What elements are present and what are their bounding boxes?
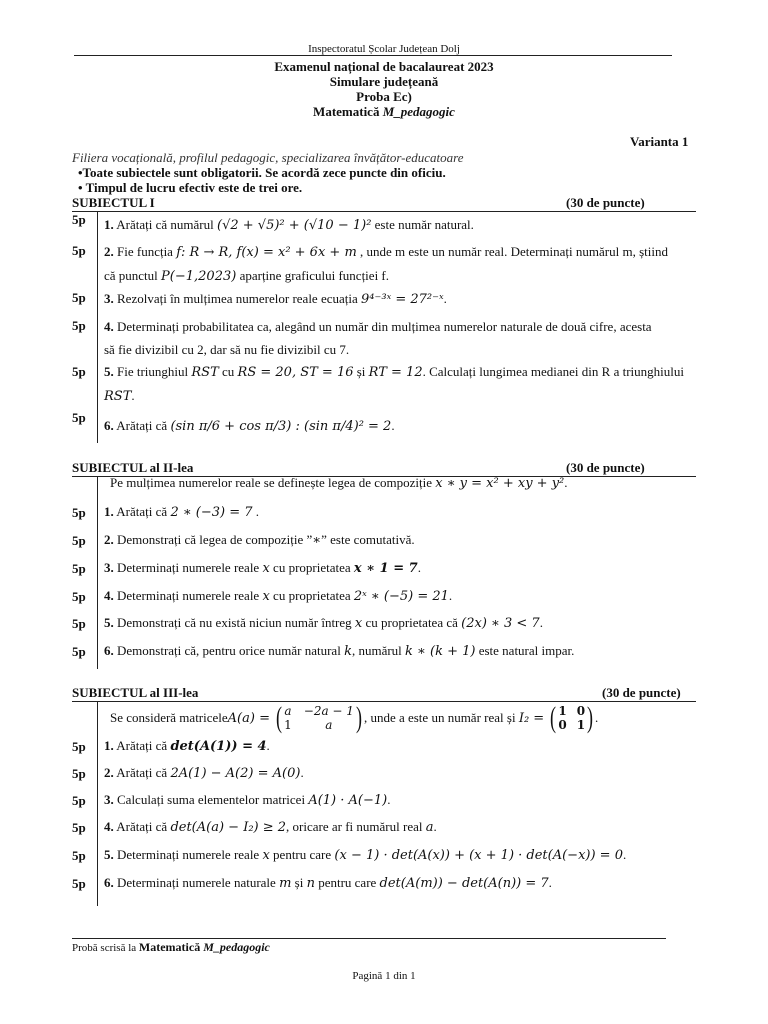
- section2-item5-points: 5p: [72, 616, 86, 631]
- section1-item1: [104, 213, 724, 237]
- item-text-c: și: [353, 364, 369, 379]
- matrix-A-cell: −2a − 1: [303, 704, 354, 718]
- section3-item4-points: 5p: [72, 820, 86, 835]
- section1-item4: [104, 315, 724, 361]
- item-number: 3.: [104, 792, 114, 807]
- item-text-b: , numărul: [351, 643, 406, 658]
- item-number: 1.: [104, 217, 114, 232]
- item-formula: (sin π/6 + cos π/3) : (sin π/4)² = 2: [170, 419, 392, 434]
- section1-item3: [104, 287, 724, 311]
- item-text: Calculați suma elementelor matricei: [117, 792, 309, 807]
- item-text-b: cu proprietatea că: [362, 615, 462, 630]
- item-number: 6.: [104, 418, 114, 433]
- section2-item1-points: 5p: [72, 505, 86, 520]
- item-text-b: cu: [218, 364, 238, 379]
- section2-item5: [104, 611, 724, 635]
- item-text-line2: că punctul: [104, 268, 162, 283]
- item-number: 5.: [104, 847, 114, 862]
- item-text-end: .: [387, 792, 391, 807]
- item-number: 3.: [104, 560, 114, 575]
- section1-item4-points: 5p: [72, 318, 86, 333]
- footer-subject-line: [72, 940, 270, 955]
- item-formula: RST: [191, 365, 219, 380]
- item-text-c: este natural impar.: [475, 643, 575, 658]
- item-number: 1.: [104, 738, 114, 753]
- preamble-end: .: [595, 710, 599, 725]
- footer-profile: M_pedagogic: [203, 940, 270, 954]
- item-text: Demonstrați că nu există niciun număr întreg: [117, 615, 355, 630]
- item-formula: x: [354, 616, 363, 631]
- section3-preamble: [110, 703, 598, 733]
- item-text-end: .: [391, 418, 395, 433]
- item-formula: x: [262, 561, 270, 576]
- section3-item2: [104, 761, 724, 785]
- item-formula-2: a: [425, 820, 434, 835]
- item-formula: det(A(1)) = 4: [170, 739, 267, 754]
- section2-item2: [104, 528, 724, 551]
- item-text-end: .: [300, 765, 304, 780]
- item-text-c: .: [448, 588, 453, 603]
- item-text-end: este număr natural.: [371, 217, 474, 232]
- matrix-I-cell: 1: [576, 718, 586, 732]
- section2-item6-points: 5p: [72, 644, 86, 659]
- preamble-text: Pe mulțimea numerelor reale se definește legea de compoziție: [110, 475, 436, 490]
- item-number: 5.: [104, 615, 114, 630]
- item-formula: A(1) · A(−1): [308, 793, 388, 808]
- item-text-b: și: [291, 875, 307, 890]
- item-formula-3: RT = 12: [368, 365, 423, 380]
- section3-item1-points: 5p: [72, 739, 86, 754]
- section2-preamble: [110, 475, 568, 491]
- item-formula: f: R → R, f(x) = x² + 6x + m: [176, 245, 357, 260]
- subject-profile: M_pedagogic: [382, 104, 455, 119]
- item-number: 6.: [104, 643, 114, 658]
- subject-title: [0, 104, 768, 119]
- item-text-d: .: [548, 875, 552, 890]
- item-formula-line2: RST: [104, 389, 132, 404]
- item-text: Arătați că: [116, 765, 171, 780]
- footer-subject: Matematică: [138, 940, 204, 954]
- preamble-formula: x ∗ y = x² + xy + y²: [435, 476, 565, 491]
- section3-item6-points: 5p: [72, 876, 86, 891]
- matrix-A-cell: a: [325, 718, 333, 732]
- item-text: Arătați că: [116, 738, 171, 753]
- item-formula-2: k ∗ (k + 1): [405, 644, 476, 659]
- section2-item4: [104, 584, 724, 608]
- section1-points: (30 de puncte): [566, 195, 645, 210]
- page-number: Pagină 1 din 1: [352, 970, 416, 982]
- profile-line: Filiera vocațională, profilul pedagogic, specializarea învățător-educatoare: [72, 150, 464, 165]
- item-text-b: cu proprietatea: [269, 588, 354, 603]
- section3-item4: [104, 815, 724, 839]
- item-text-c: .: [417, 560, 421, 575]
- item-text: Demonstrați că legea de compoziție ”∗” este comutativă.: [117, 532, 415, 547]
- matrix-I: ( 1 0 0 1 ): [550, 701, 594, 734]
- section3-title: SUBIECTUL al III-lea: [72, 685, 199, 700]
- item-number: 2.: [104, 532, 114, 547]
- item-text: Determinați numerele naturale: [117, 875, 280, 890]
- item-formula: 9⁴⁻³ˣ = 27²⁻ˣ: [361, 292, 444, 307]
- item-formula-2: (x − 1) · det(A(x)) + (x + 1) · det(A(−x)) = 0: [334, 848, 623, 863]
- matrix-A-cell: a: [284, 704, 292, 718]
- item-number: 6.: [104, 875, 114, 890]
- item-text: Fie funcția: [117, 244, 177, 259]
- section1-item2: [104, 240, 724, 288]
- item-text-end: .: [266, 738, 270, 753]
- section3-rule: [72, 701, 696, 702]
- item-text: Determinați numerele reale: [117, 847, 263, 862]
- section1-item3-points: 5p: [72, 290, 86, 305]
- section3-points: (30 de puncte): [602, 685, 681, 700]
- section2-points: (30 de puncte): [566, 460, 645, 475]
- section3-item1: [104, 734, 724, 758]
- item-number: 2.: [104, 765, 114, 780]
- item-text-c: .: [433, 819, 437, 834]
- matrix-A-cell: 1: [284, 718, 292, 732]
- item-formula: det(A(a) − I₂) ≥ 2: [170, 820, 287, 835]
- item-number: 4.: [104, 588, 114, 603]
- item-number: 5.: [104, 364, 114, 379]
- item-text-b: , oricare ar fi numărul real: [286, 819, 426, 834]
- item-formula: m: [279, 876, 292, 891]
- section1-column-divider: [97, 211, 98, 443]
- section2-item6: [104, 639, 724, 663]
- section3-column-divider: [97, 701, 98, 906]
- section1-item5: [104, 360, 724, 408]
- item-text-b: pentru care: [269, 847, 335, 862]
- exam-title: Examenul național de bacalaureat 2023: [274, 59, 494, 74]
- item-formula: k: [344, 644, 352, 659]
- variant-label: Varianta 1: [630, 134, 689, 149]
- item-text-end: .: [252, 504, 260, 519]
- item-formula-2: n: [306, 876, 315, 891]
- item-text: Fie triunghiul: [117, 364, 192, 379]
- simulation-title: Simulare județeană: [329, 74, 439, 89]
- rule-mandatory: •Toate subiectele sunt obligatorii. Se acordă zece puncte din oficiu.: [78, 165, 446, 180]
- item-text: Arătați că: [116, 504, 171, 519]
- item-number: 3.: [104, 291, 114, 306]
- preamble-formula-A: A(a) =: [227, 710, 275, 726]
- section2-item3: [104, 556, 724, 580]
- matrix-I-cell: 0: [558, 718, 567, 732]
- section3-item5-points: 5p: [72, 848, 86, 863]
- matrix-A: ( a −2a − 1 1 a ): [276, 701, 362, 734]
- item-text: Arătați că: [116, 418, 171, 433]
- footer-rule: [72, 938, 666, 939]
- item-text: Determinați numerele reale: [117, 588, 263, 603]
- item-text: Demonstrați că, pentru orice număr natural: [117, 643, 345, 658]
- item-text: Rezolvați în mulțimea numerelor reale ecuația: [117, 291, 362, 306]
- test-title: Proba Ec): [356, 89, 412, 104]
- item-number: 1.: [104, 504, 114, 519]
- section2-item4-points: 5p: [72, 589, 86, 604]
- item-formula: x: [262, 848, 270, 863]
- inspectorate-header: Inspectoratul Școlar Județean Dolj: [308, 43, 460, 55]
- section3-item2-points: 5p: [72, 766, 86, 781]
- subject-name: Matematică: [313, 104, 383, 119]
- top-rule: [74, 55, 672, 56]
- item-text-c: .: [539, 615, 543, 630]
- footer-prefix: Probă scrisă la: [72, 942, 139, 954]
- rule-time: • Timpul de lucru efectiv este de trei ore.: [78, 180, 303, 195]
- section2-item2-points: 5p: [72, 533, 86, 548]
- item-text-line2-end: .: [131, 388, 135, 403]
- item-text: Determinați probabilitatea ca, alegând un număr din mulțimea numerelor naturale de două cifre, acesta: [117, 319, 652, 334]
- matrix-I-cell: 1: [558, 704, 567, 718]
- preamble-text: Se consideră matricele: [110, 710, 228, 725]
- item-formula-2: (2x) ∗ 3 < 7: [461, 616, 540, 631]
- item-number: 4.: [104, 819, 114, 834]
- item-formula: 2A(1) − A(2) = A(0): [170, 766, 301, 781]
- item-number: 2.: [104, 244, 114, 259]
- section1-rule: [72, 211, 696, 212]
- preamble-end: .: [564, 475, 568, 490]
- item-text-end: .: [443, 291, 447, 306]
- item-text-line2-end: aparține graficului funcției f.: [236, 268, 390, 283]
- item-text-d: . Calculați lungimea medianei din R a triunghiului: [422, 364, 684, 379]
- section3-item5: [104, 843, 724, 867]
- section2-item3-points: 5p: [72, 561, 86, 576]
- section2-column-divider: [97, 476, 98, 669]
- item-formula-2: 2ˣ ∗ (−5) = 21: [353, 589, 449, 604]
- item-formula-2: x ∗ 1 = 7: [353, 561, 418, 576]
- item-formula: (√2 + √5)² + (√10 − 1)²: [217, 218, 372, 233]
- section1-item1-points: 5p: [72, 212, 86, 227]
- item-text: Arătați că numărul: [116, 217, 218, 232]
- section1-item6-points: 5p: [72, 410, 86, 425]
- section3-item6: [104, 871, 724, 895]
- item-text: Determinați numerele reale: [117, 560, 263, 575]
- matrix-I-cell: 0: [576, 704, 586, 718]
- item-text-c: .: [622, 847, 627, 862]
- item-formula: x: [262, 589, 270, 604]
- item-number: 4.: [104, 319, 114, 334]
- section1-title: SUBIECTUL I: [72, 195, 155, 210]
- preamble-formula-I: I₂ =: [518, 710, 549, 726]
- item-text-c: pentru care: [314, 875, 380, 890]
- item-text-b: cu proprietatea: [269, 560, 354, 575]
- item-formula-3: det(A(m)) − det(A(n)) = 7: [379, 876, 549, 891]
- item-text: Arătați că: [116, 819, 171, 834]
- section2-item1: [104, 500, 724, 524]
- item-text-end: , unde m este un număr real. Determinați numărul m, știind: [356, 244, 668, 259]
- section1-item5-points: 5p: [72, 364, 86, 379]
- preamble-text-b: , unde a este un număr real și: [363, 710, 519, 725]
- item-formula-line2: P(−1,2023): [161, 269, 237, 284]
- item-formula: 2 ∗ (−3) = 7: [170, 505, 253, 520]
- section1-item6: [104, 414, 724, 438]
- section3-item3-points: 5p: [72, 793, 86, 808]
- item-formula-2: RS = 20, ST = 16: [237, 365, 354, 380]
- item-text-line2: să fie divizibil cu 2, dar să nu fie divizibil cu 7.: [104, 342, 350, 357]
- section1-item2-points: 5p: [72, 243, 86, 258]
- section3-item3: [104, 788, 724, 812]
- section2-title: SUBIECTUL al II-lea: [72, 460, 194, 475]
